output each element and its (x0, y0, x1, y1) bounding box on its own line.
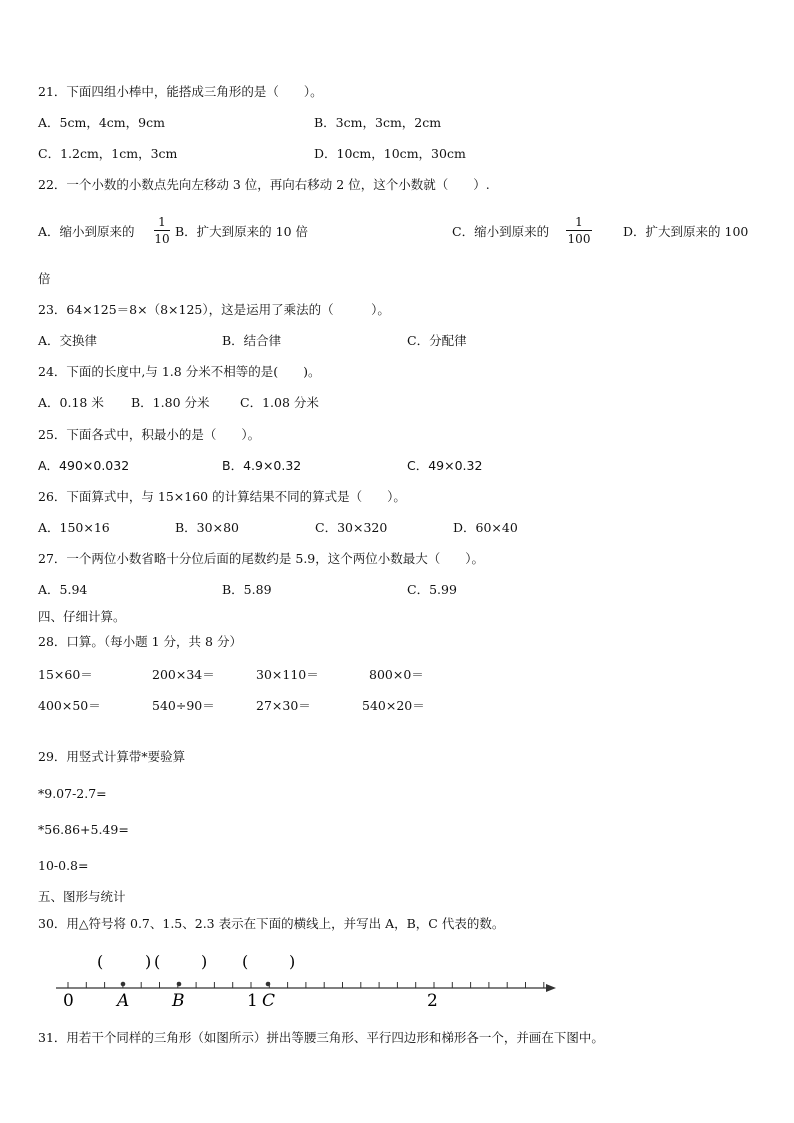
q28-item: 15×60＝ (38, 667, 93, 682)
fraction-numerator: 1 (158, 215, 166, 229)
q26-option-d: D．60×40 (453, 520, 518, 535)
q26-option-c: C．30×320 (315, 520, 388, 535)
q23-option-c: C．分配律 (407, 333, 467, 348)
question-29-stem: 29．用竖式计算带*要验算 (38, 749, 186, 764)
q21-option-d: D．10cm，10cm，30cm (314, 146, 466, 161)
q29-item: *56.86+5.49= (38, 822, 129, 837)
q21-option-b: B．3cm，3cm，2cm (314, 115, 442, 130)
q28-item: 30×110＝ (256, 667, 319, 682)
q27-option-c: C．5.99 (407, 582, 457, 597)
fraction-numerator: 1 (575, 215, 583, 229)
question-22-stem: 22．一个小数的小数点先向左移动 3 位，再向右移动 2 位，这个小数就（ ）. (38, 177, 490, 192)
paren-open-a: ( (97, 952, 104, 971)
q27-option-b: B．5.89 (222, 582, 272, 597)
q28-item: 540÷90＝ (152, 698, 215, 713)
q22-option-b: B．扩大到原来的 10 倍 (175, 224, 309, 239)
q24-option-b: B．1.80 分米 (131, 395, 210, 410)
section-4-heading: 四、仔细计算。 (38, 609, 126, 624)
tick-label-1: 1 (247, 991, 258, 1011)
question-26-stem: 26．下面算式中，与 15×160 的计算结果不同的算式是（ ）。 (38, 489, 406, 504)
number-line-arrow (546, 984, 556, 992)
q28-item: 200×34＝ (152, 667, 215, 682)
q22-option-c: C．缩小到原来的 (452, 224, 550, 239)
q27-option-a: A．5.94 (38, 582, 88, 597)
q28-item: 400×50＝ (38, 698, 101, 713)
q23-option-a: A．交换律 (38, 333, 98, 348)
q21-option-c: C．1.2cm，1cm，3cm (38, 146, 178, 161)
q21-option-a: A．5cm，4cm，9cm (38, 115, 165, 130)
point-c-dot (266, 982, 271, 987)
q22-option-d: D．扩大到原来的 100 (623, 224, 749, 239)
q26-option-a: A．150×16 (38, 520, 110, 535)
number-line-ticks (68, 982, 544, 988)
q22-option-a: A．缩小到原来的 (38, 224, 135, 239)
point-a-label: A (117, 991, 130, 1011)
fraction-bar (154, 230, 170, 231)
point-a-dot (121, 982, 126, 987)
paren-close-a: ) (145, 952, 152, 971)
q25-option-c: C．49×0.32 (407, 458, 483, 473)
question-31-stem: 31．用若干个同样的三角形（如图所示）拼出等腰三角形、平行四边形和梯形各一个，并画在下图中。 (38, 1030, 604, 1045)
fraction-denominator: 100 (567, 232, 591, 246)
q29-item: 10-0.8= (38, 858, 89, 873)
q23-option-b: B．结合律 (222, 333, 282, 348)
paren-open-b: ( (154, 952, 161, 971)
question-27-stem: 27．一个两位小数省略十分位后面的尾数约是 5.9，这个两位小数最大（ ）。 (38, 551, 485, 566)
question-30-stem: 30．用△符号将 0.7、1.5、2.3 表示在下面的横线上，并写出 A，B，C 代表的数。 (38, 916, 505, 931)
paren-close-b: ) (201, 952, 208, 971)
q28-item: 540×20＝ (362, 698, 425, 713)
tick-label-0: 0 (63, 991, 74, 1011)
point-b-dot (177, 982, 182, 987)
question-21-stem: 21．下面四组小棒中，能搭成三角形的是（ ）。 (38, 84, 323, 99)
q25-option-a: A．490×0.032 (38, 458, 130, 473)
q28-item: 27×30＝ (256, 698, 311, 713)
fraction-denominator: 10 (154, 232, 170, 246)
q22-fraction-one-hundredth (566, 215, 592, 246)
paren-close-c: ) (289, 952, 296, 971)
number-line (50, 948, 560, 1012)
paren-open-c: ( (242, 952, 249, 971)
q22-fraction-one-tenth (154, 215, 170, 246)
question-25-stem: 25．下面各式中，积最小的是（ ）。 (38, 427, 261, 442)
q24-option-a: A．0.18 米 (38, 395, 104, 410)
q24-option-c: C．1.08 分米 (240, 395, 319, 410)
fraction-bar (566, 230, 592, 231)
q28-item: 800×0＝ (369, 667, 424, 682)
q26-option-b: B．30×80 (175, 520, 239, 535)
q29-item: *9.07-2.7= (38, 786, 107, 801)
question-28-stem: 28．口算。（每小题 1 分，共 8 分） (38, 634, 242, 649)
question-24-stem: 24．下面的长度中,与 1.8 分米不相等的是( )。 (38, 364, 321, 379)
tick-label-2: 2 (427, 991, 438, 1011)
section-5-heading: 五、图形与统计 (38, 889, 126, 904)
point-c-label: C (262, 991, 276, 1011)
question-23-stem: 23．64×125＝8×（8×125），这是运用了乘法的（ ）。 (38, 302, 390, 317)
point-b-label: B (172, 991, 185, 1011)
q25-option-b: B．4.9×0.32 (222, 458, 302, 473)
q22-option-d-continued: 倍 (38, 271, 51, 286)
